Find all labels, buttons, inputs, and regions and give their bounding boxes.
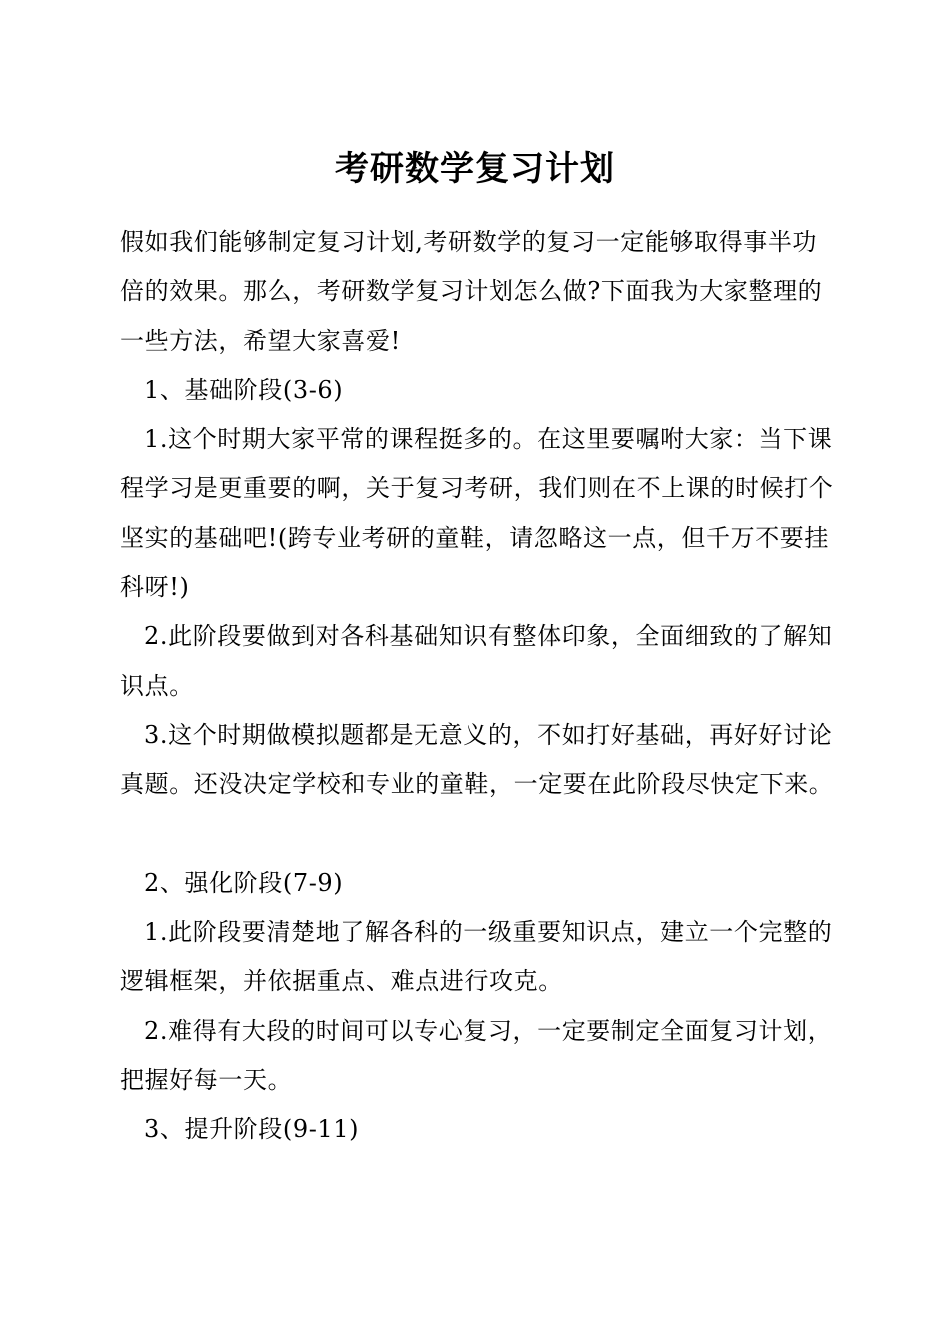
section-heading-intensive: 2、强化阶段(7-9) bbox=[144, 868, 344, 897]
section-heading-basic: 1、基础阶段(3-6) bbox=[144, 375, 344, 404]
intro-paragraph: 假如我们能够制定复习计划,考研数学的复习一定能够取得事半功倍的效果。那么，考研数学复习计划怎么做?下面我为大家整理的一些方法，希望大家喜爱! bbox=[120, 228, 823, 355]
document-body bbox=[120, 218, 836, 1155]
intensive-point-2: 2.难得有大段的时间可以专心复习，一定要制定全面复习计划，把握好每一天。 bbox=[120, 1016, 833, 1095]
intensive-point-1: 1.此阶段要清楚地了解各科的一级重要知识点，建立一个完整的逻辑框架，并依据重点、难点进行攻克。 bbox=[120, 918, 833, 996]
blank-line bbox=[120, 810, 836, 859]
document-title: 考研数学复习计划 bbox=[335, 149, 615, 189]
basic-point-3: 3.这个时期做模拟题都是无意义的，不如打好基础，再好好讨论真题。还没决定学校和专业的童鞋，一定要在此阶段尽快定下来。 bbox=[120, 720, 834, 799]
section-heading-improve: 3、提升阶段(9-11) bbox=[144, 1115, 360, 1144]
basic-point-1: 1.这个时期大家平常的课程挺多的。在这里要嘱咐大家：当下课程学习是更重要的啊，关于复习考研，我们则在不上课的时候打个坚实的基础吧!(跨专业考研的童鞋，请忽略这一点，但千万不要挂科呀!) bbox=[120, 425, 834, 602]
basic-point-2: 2.此阶段要做到对各科基础知识有整体印象，全面细致的了解知识点。 bbox=[120, 622, 833, 700]
